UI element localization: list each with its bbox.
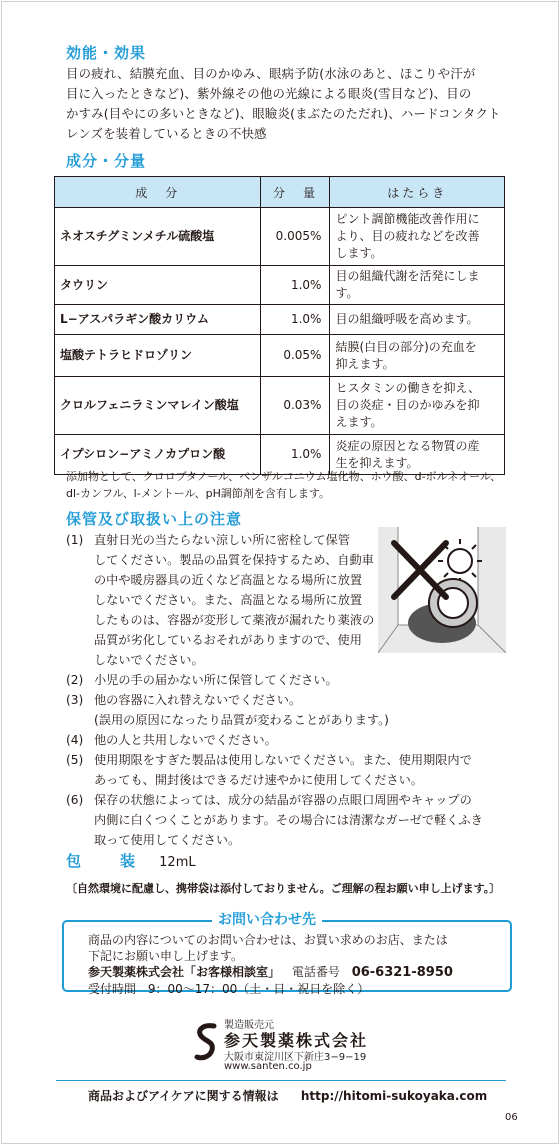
ingredient-effect xyxy=(330,266,505,305)
ingredients-heading: 成分・分量 xyxy=(66,152,147,170)
ingredient-amount: 1.0% xyxy=(261,435,330,475)
info-label: 商品およびアイケアに関する情報は xyxy=(88,1089,279,1103)
precautions-list-top xyxy=(66,530,374,670)
effect-line: 目の組織呼吸を高めます。 xyxy=(335,312,479,326)
efficacy-heading: 効能・効果 xyxy=(66,44,147,62)
item-line: (誤用の原因になったり品質が変わることがあります。) xyxy=(94,713,389,727)
maker-role: 製造販売元 xyxy=(224,1020,274,1031)
maker-website: www.santen.co.jp xyxy=(224,1061,312,1072)
item-line: 直射日光の当たらない涼しい所に密栓して保管 xyxy=(94,533,350,547)
table-row xyxy=(55,335,505,377)
ingredient-name: ネオスチグミンメチル硫酸塩 xyxy=(55,208,261,266)
ingredients-table xyxy=(54,176,505,475)
ingredient-name: タウリン xyxy=(55,266,261,305)
item-number: (5) xyxy=(66,753,84,767)
contact-title: お問い合わせ先 xyxy=(212,909,322,929)
phone-label: 電話番号 xyxy=(291,965,340,979)
contact-line: 商品の内容についてのお問い合わせは、お買い求めのお店、または xyxy=(88,933,448,947)
item-text xyxy=(94,530,374,670)
contact-line: 下記にお願い申し上げます。 xyxy=(88,949,244,963)
maker-address: 大阪市東淀川区下新庄3−9−19 xyxy=(224,1052,367,1063)
table-row xyxy=(55,377,505,435)
item-line: しないでください。 xyxy=(94,653,204,667)
eco-notice: 〔自然環境に配慮し、携帯袋は添付しておりません。ご理解の程お願い申し上げます。〕 xyxy=(66,882,501,895)
note-line: dl-カンフル、l-メントール、pH調節剤を含有します。 xyxy=(66,487,330,500)
phone-number: 06-6321-8950 xyxy=(351,965,453,980)
effect-line: ヒスタミンの働きを抑え、 xyxy=(335,381,481,395)
ingredient-effect xyxy=(330,305,505,335)
effect-line: 炎症の原因となる物質の産 xyxy=(335,438,480,453)
item-line: 取って使用してください。 xyxy=(94,833,241,847)
item-line: 小児の手の届かない所に保管してください。 xyxy=(94,673,338,687)
list-item xyxy=(66,730,483,750)
efficacy-line: 目に入ったときなど)、紫外線その他の光線による眼炎(雪目など)、目の xyxy=(66,86,472,101)
precautions-list-bottom xyxy=(66,670,483,850)
ingredient-effect xyxy=(330,208,505,266)
precautions-heading: 保管及び取扱い上の注意 xyxy=(66,510,243,528)
contact-hours-line xyxy=(88,981,453,997)
ingredient-name: クロルフェニラミンマレイン酸塩 xyxy=(55,377,261,435)
ingredient-name: L−アスパラギン酸カリウム xyxy=(55,305,261,335)
effect-line: 生を抑えます。 xyxy=(335,455,419,470)
page-number: 06 xyxy=(505,1112,518,1123)
efficacy-line: 目の疲れ、結膜充血、目のかゆみ、眼病予防(水泳のあと、ほこりや汗が xyxy=(66,66,476,81)
table-row xyxy=(55,208,505,266)
package-label: 包 装 xyxy=(66,852,148,870)
item-line: したものは、容器が変形して薬液が漏れたり薬液の xyxy=(94,613,375,627)
effect-line: 目の炎症・目のかゆみを抑 xyxy=(335,398,480,412)
item-line: 品質が劣化しているおそれがありますので、使用 xyxy=(94,633,362,647)
ingredient-effect xyxy=(330,377,505,435)
package-volume: 12mL xyxy=(159,855,196,870)
efficacy-text xyxy=(66,64,501,144)
ingredient-amount: 1.0% xyxy=(261,266,330,305)
item-line: 他の人と共用しないでください。 xyxy=(94,733,277,747)
effect-line: より、目の疲れなどを改善 xyxy=(335,229,480,243)
item-number: (4) xyxy=(66,733,84,747)
santen-logo-icon xyxy=(194,1022,218,1062)
effect-line: 抑えます。 xyxy=(335,356,395,371)
ingredient-name: イプシロン−アミノカプロン酸 xyxy=(55,435,261,475)
footer-divider xyxy=(56,1080,506,1081)
item-line: 内側に白くつくことがあります。その場合には清潔なガーゼで軽くふき xyxy=(94,813,483,827)
effect-line: 目の組織代謝を活発にします。 xyxy=(335,269,480,300)
item-number: (2) xyxy=(66,673,84,687)
item-text xyxy=(94,690,389,730)
heat-warning-illustration xyxy=(378,527,506,653)
ingredient-amount: 1.0% xyxy=(261,305,330,335)
footer-info xyxy=(88,1087,487,1104)
item-line: 保存の状態によっては、成分の結晶が容器の点眼口周囲やキャップの xyxy=(94,793,472,807)
effect-line: します。 xyxy=(335,246,383,260)
info-url[interactable]: http://hitomi-sukoyaka.com xyxy=(300,1089,488,1103)
ingredient-name: 塩酸テトラヒドロゾリン xyxy=(55,335,261,377)
contact-company: 参天製薬株式会社「お客様相談室」 xyxy=(88,965,281,979)
item-number: (3) xyxy=(66,693,84,707)
list-item xyxy=(66,690,483,730)
list-item xyxy=(66,790,483,850)
effect-line: えます。 xyxy=(335,415,383,429)
column-header-amount: 分 量 xyxy=(261,177,330,208)
maker-name: 参天製薬株式会社 xyxy=(224,1031,369,1050)
column-header-ingredient: 成 分 xyxy=(55,177,261,208)
contact-body xyxy=(88,932,453,997)
item-line: の中や暖房器具の近くなど高温となる場所に放置 xyxy=(94,573,363,587)
item-line: してください。製品の品質を保持するため、自動車 xyxy=(94,553,374,567)
ingredient-amount: 0.005% xyxy=(261,208,330,266)
hours-value: 9：00〜17：00（土・日・祝日を除く） xyxy=(147,982,370,996)
item-number: (6) xyxy=(66,793,84,807)
ingredient-amount: 0.05% xyxy=(261,335,330,377)
list-item xyxy=(66,670,483,690)
contact-company-line xyxy=(88,964,453,981)
additives-note xyxy=(66,468,506,502)
effect-line: ピント調節機能改善作用に xyxy=(335,212,480,226)
column-header-effect: はたらき xyxy=(330,177,505,208)
item-text xyxy=(94,750,472,790)
hours-label: 受付時間 xyxy=(88,982,137,996)
note-line: 添加物として、クロロブタノール、ベンザルコニウム塩化物、ホウ酸、d-ボルネオール、 xyxy=(66,470,502,483)
item-line: あっても、開封後はできるだけ速やかに使用してください。 xyxy=(94,773,423,787)
ingredient-amount: 0.03% xyxy=(261,377,330,435)
item-line: 他の容器に入れ替えないでください。 xyxy=(94,693,302,707)
table-row xyxy=(55,266,505,305)
package-info xyxy=(66,850,196,871)
ingredient-effect xyxy=(330,335,505,377)
item-text xyxy=(94,790,483,850)
item-line: 使用期限をすぎた製品は使用しないでください。また、使用期限内で xyxy=(94,753,472,767)
efficacy-line: レンズを装着しているときの不快感 xyxy=(66,126,267,141)
item-line: しないでください。また、高温となる場所に放置 xyxy=(94,593,363,607)
effect-line: 結膜(白目の部分)の充血を xyxy=(335,339,477,354)
efficacy-line: かすみ(目やにの多いときなど)、眼瞼炎(まぶたのただれ)、ハードコンタクト xyxy=(66,106,501,121)
table-row xyxy=(55,305,505,335)
list-item xyxy=(66,750,483,790)
list-item xyxy=(66,530,374,670)
table-header-row xyxy=(55,177,505,208)
item-number: (1) xyxy=(66,533,84,547)
